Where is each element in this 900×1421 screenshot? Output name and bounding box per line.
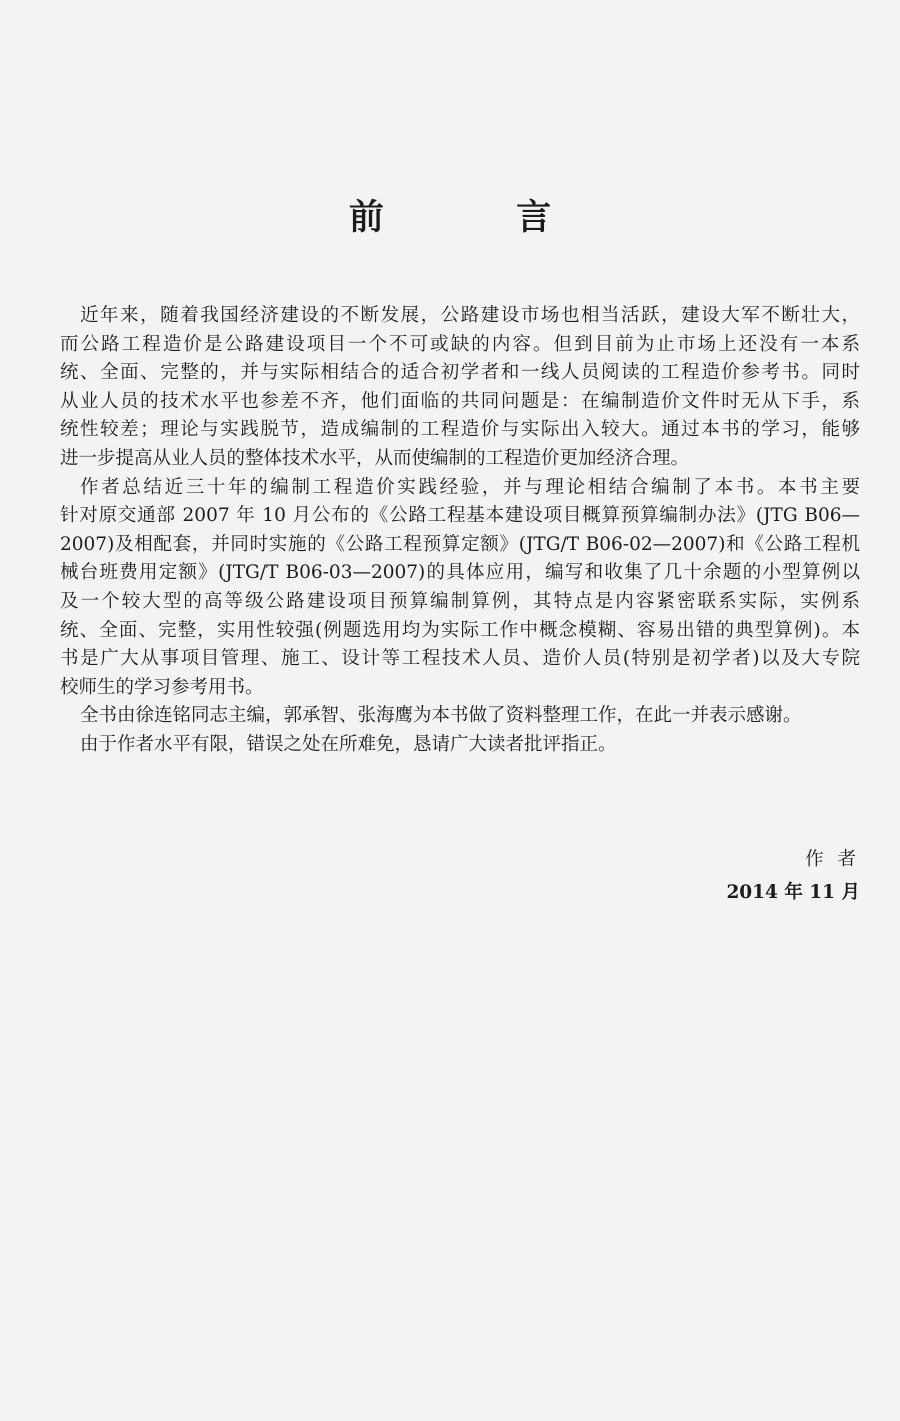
- signature-author: 作 者: [805, 849, 860, 870]
- text-line: 由于作者水平有限，错误之处在所难免，恳请广大读者批评指正。: [80, 733, 617, 755]
- text-line: 械台班费用定额》(JTG/T B06-03—2007)的具体应用，编写和收集了几十余题的小型算例以: [60, 562, 860, 584]
- text-line: 从业人员的技术水平也参差不齐，他们面临的共同问题是：在编制造价文件时无从下手，系: [60, 390, 860, 412]
- text-line: 全书由徐连铭同志主编，郭承智、张海鹰为本书做了资料整理工作，在此一并表示感谢。: [80, 705, 802, 727]
- text-line: 书是广大从事项目管理、施工、设计等工程技术人员、造价人员(特别是初学者)以及大专院: [60, 648, 860, 670]
- paragraph: [60, 474, 860, 703]
- text-line: 校师生的学习参考用书。: [60, 676, 264, 698]
- text-line: 而公路工程造价是公路建设项目一个不可或缺的内容。但到目前为止市场上还没有一本系: [60, 333, 860, 355]
- signature-date: 2014 年 11 月: [726, 882, 860, 903]
- paragraph: [60, 702, 860, 731]
- text-line: 针对原交通部 2007 年 10 月公布的《公路工程基本建设项目概算预算编制办法》(JTG B06—: [60, 505, 860, 527]
- preface-body: [60, 302, 860, 760]
- text-line: 近年来，随着我国经济建设的不断发展，公路建设市场也相当活跃，建设大军不断壮大，: [80, 305, 860, 326]
- text-line: 统、全面、完整的，并与实际相结合的适合初学者和一线人员阅读的工程造价参考书。同时: [60, 362, 860, 384]
- text-line: 统、全面、完整，实用性较强(例题选用均为实际工作中概念模糊、容易出错的典型算例)。本: [60, 619, 860, 641]
- text-line: 及一个较大型的高等级公路建设项目预算编制算例，其特点是内容紧密联系实际，实例系: [60, 590, 860, 612]
- text-line: 作者总结近三十年的编制工程造价实践经验，并与理论相结合编制了本书。本书主要: [80, 476, 860, 498]
- paragraph: [60, 731, 860, 760]
- text-line: 2007)及相配套，并同时实施的《公路工程预算定额》(JTG/T B06-02—2007)和《公路工程机: [60, 533, 860, 555]
- paragraph: [60, 302, 860, 474]
- text-line: 统性较差；理论与实践脱节，造成编制的工程造价与实际出入较大。通过本书的学习，能够: [60, 419, 860, 441]
- page-title: 前 言: [348, 197, 612, 238]
- text-line: 进一步提高从业人员的整体技术水平，从而使编制的工程造价更加经济合理。: [60, 447, 690, 469]
